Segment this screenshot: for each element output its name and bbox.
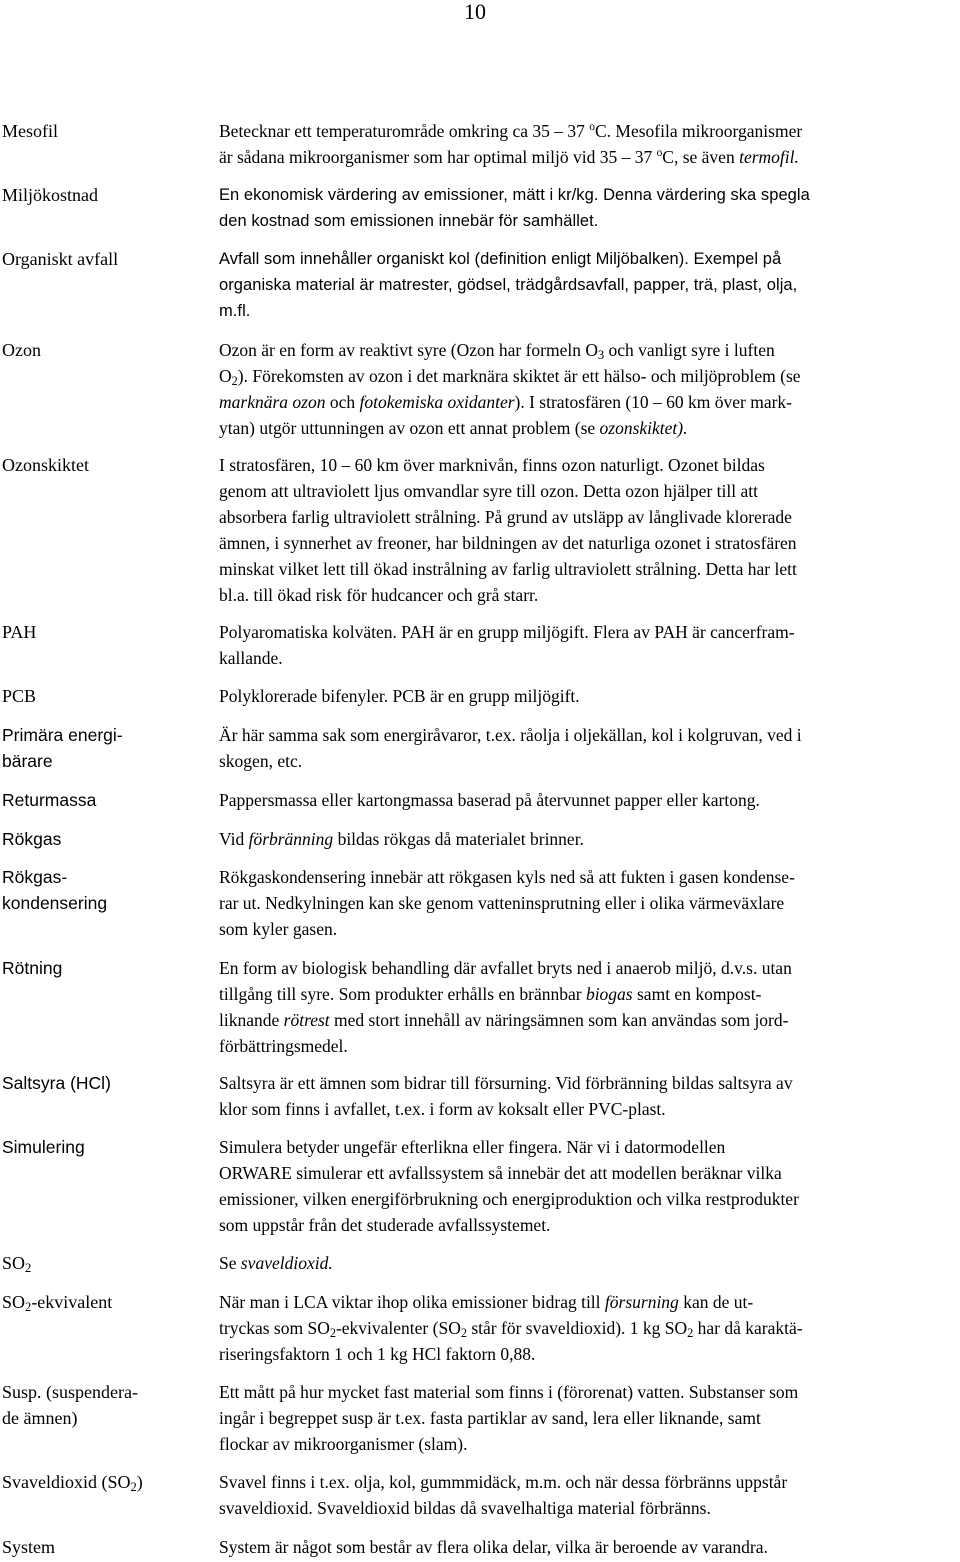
glossary-term: Simulering	[2, 1137, 85, 1157]
glossary-term: Saltsyra (HCl)	[2, 1073, 111, 1093]
glossary-definition	[219, 182, 960, 234]
definition-line: Vid förbränning bildas rökgas då materialet brinner.	[219, 829, 584, 849]
glossary-definition	[219, 1134, 960, 1238]
definition-line: flockar av mikroorganismer (slam).	[219, 1434, 468, 1454]
glossary-definition	[219, 337, 960, 441]
glossary-term: System	[2, 1537, 56, 1557]
page-number: 10	[464, 0, 486, 24]
glossary-definition	[219, 826, 960, 852]
definition-line: m.fl.	[219, 302, 251, 320]
glossary-term-line: bärare	[2, 751, 53, 771]
definition-line: Polyaromatiska kolväten. PAH är en grupp miljögift. Flera av PAH är cancerfram-	[219, 622, 795, 642]
glossary-term: PCB	[2, 686, 37, 706]
glossary-definition	[219, 1070, 960, 1122]
glossary-definition	[219, 683, 960, 709]
definition-line: Pappersmassa eller kartongmassa baserad på återvunnet papper eller kartong.	[219, 790, 760, 810]
glossary-term: Svaveldioxid $(SO_2)$	[2, 1472, 143, 1495]
glossary-definition	[219, 118, 960, 170]
glossary-definition	[219, 1379, 960, 1457]
definition-line: skogen, etc.	[219, 751, 303, 771]
definition-line: En form av biologisk behandling där avfallet bryts ned i anaerob miljö, d.v.s. utan	[219, 958, 792, 978]
definition-line: den kostnad som emissionen innebär för samhället.	[219, 212, 599, 230]
definition-line: $O_2$). Förekomsten av ozon i det marknära skiktet är ett hälso- och miljöproblem (se	[219, 366, 801, 389]
definition-line: Är här samma sak som energiråvaror, t.ex. råolja i oljekällan, kol i kolgruvan, ved i	[219, 725, 802, 745]
definition-line: ingår i begreppet susp är t.ex. fasta partiklar av sand, lera eller liknande, samt	[219, 1408, 761, 1428]
glossary-definition	[219, 864, 960, 942]
glossary-term: Returmassa	[2, 790, 97, 810]
glossary-term: $SO_2$	[2, 1253, 32, 1276]
glossary-term-line: Rökgas-	[2, 867, 68, 887]
glossary-term-line: Primära energi-	[2, 725, 123, 745]
definition-line: marknära ozon och fotokemiska oxidanter). I stratosfären (10 – 60 km över mark-	[219, 392, 793, 412]
glossary-definition	[219, 722, 960, 774]
definition-line: riseringsfaktorn 1 och 1 kg HCl faktorn 0,88.	[219, 1344, 536, 1364]
definition-line: ytan) utgör uttunningen av ozon ett annat problem (se ozonskiktet).	[219, 418, 688, 438]
definition-line: Rökgaskondensering innebär att rökgasen kyls ned så att fukten i gasen kondense-	[219, 867, 795, 887]
glossary-term: Organiskt avfall	[2, 249, 119, 269]
definition-line: Simulera betyder ungefär efterlikna eller fingera. När vi i datormodellen	[219, 1137, 726, 1157]
glossary-term: Mesofil	[2, 121, 58, 141]
glossary-definition	[219, 787, 960, 813]
glossary-term	[2, 1379, 202, 1431]
definition-line: System är något som består av flera olika delar, vilka är beroende av varandra.	[219, 1537, 768, 1557]
glossary-definition	[219, 955, 960, 1059]
glossary-term-line: de ämnen)	[2, 1408, 78, 1428]
glossary-term: Miljökostnad	[2, 185, 99, 205]
definition-line: tillgång till syre. Som produkter erhålls en brännbar biogas samt en kompost-	[219, 984, 762, 1004]
definition-line: emissioner, vilken energiförbrukning och energiproduktion och vilka restprodukter	[219, 1189, 799, 1209]
definition-line: I stratosfären, 10 – 60 km över marknivån, finns ozon naturligt. Ozonet bildas	[219, 455, 765, 475]
glossary-definition	[219, 452, 960, 608]
definition-line: ämnen, i synnerhet av freoner, har bildningen av det naturliga ozonet i stratosfären	[219, 533, 797, 553]
definition-line: Svavel finns i t.ex. olja, kol, gummmidäck, m.m. och när dessa förbränns uppstår	[219, 1472, 788, 1492]
glossary-term: Rötning	[2, 958, 63, 978]
glossary-term: Ozon	[2, 340, 41, 360]
glossary-definition	[219, 246, 960, 324]
glossary-definition	[219, 1469, 960, 1521]
definition-line: är sådana mikroorganismer som har optimal miljö vid 35 – 37 $^o$C, se även termofil.	[219, 147, 799, 167]
definition-line: Saltsyra är ett ämnen som bidrar till försurning. Vid förbränning bildas saltsyra av	[219, 1073, 793, 1093]
definition-line: rar ut. Nedkylningen kan ske genom vatteninsprutning eller i olika värmeväxlare	[219, 893, 785, 913]
glossary-definition	[219, 1289, 960, 1367]
glossary-term: PAH	[2, 622, 37, 642]
definition-line: genom att ultraviolett ljus omvandlar syre till ozon. Detta ozon hjälper till att	[219, 481, 758, 501]
definition-line: Polyklorerade bifenyler. PCB är en grupp miljögift.	[219, 686, 580, 706]
definition-line: Ozon är en form av reaktivt syre (Ozon har formeln $O_3$ och vanligt syre i luften	[219, 340, 775, 363]
glossary-term: $SO_2$-ekvivalent	[2, 1292, 113, 1315]
glossary-definition	[219, 1534, 960, 1560]
definition-line: förbättringsmedel.	[219, 1036, 348, 1056]
definition-line: Avfall som innehåller organiskt kol (definition enligt Miljöbalken). Exempel på	[219, 250, 782, 268]
definition-line: klor som finns i avfallet, t.ex. i form av koksalt eller PVC-plast.	[219, 1099, 666, 1119]
definition-line: absorbera farlig ultraviolett strålning. På grund av utsläpp av långlivade klorerade	[219, 507, 792, 527]
definition-line: svaveldioxid. Svaveldioxid bildas då svavelhaltiga material förbränns.	[219, 1498, 711, 1518]
definition-line: minskat vilket lett till ökad instrålning av farlig ultraviolett strålning. Detta har lett	[219, 559, 797, 579]
definition-line: kallande.	[219, 648, 283, 668]
definition-line: organiska material är matrester, gödsel, trädgårdsavfall, papper, trä, plast, olja,	[219, 276, 798, 294]
glossary-term-line: Susp. (suspendera-	[2, 1382, 138, 1402]
glossary-term	[2, 722, 202, 774]
definition-line: bl.a. till ökad risk för hudcancer och grå starr.	[219, 585, 539, 605]
definition-line: Se svaveldioxid.	[219, 1253, 333, 1273]
glossary-term: Ozonskiktet	[2, 455, 89, 475]
definition-line: som uppstår från det studerade avfallssystemet.	[219, 1215, 551, 1235]
glossary-definition	[219, 619, 960, 671]
glossary-term	[2, 864, 202, 916]
definition-line: liknande rötrest med stort innehåll av näringsämnen som kan användas som jord-	[219, 1010, 789, 1030]
glossary-term-line: kondensering	[2, 893, 108, 913]
definition-line: Betecknar ett temperaturområde omkring ca 35 – 37 $^o$C. Mesofila mikroorganismer	[219, 121, 803, 141]
definition-line: som kyler gasen.	[219, 919, 338, 939]
glossary-definition	[219, 1250, 960, 1276]
definition-line: En ekonomisk värdering av emissioner, mätt i kr/kg. Denna värdering ska spegla	[219, 186, 810, 204]
definition-line: ORWARE simulerar ett avfallssystem så innebär det att modellen beräknar vilka	[219, 1163, 782, 1183]
definition-line: Ett mått på hur mycket fast material som finns i (förorenat) vatten. Substanser som	[219, 1382, 799, 1402]
glossary-term: Rökgas	[2, 829, 62, 849]
definition-line: När man i LCA viktar ihop olika emissioner bidrag till försurning kan de ut-	[219, 1292, 754, 1312]
definition-line: tryckas som $SO_2$-ekvivalenter ($SO_2$ står för svaveldioxid). 1 kg $SO_2$ har då karaktä-	[219, 1318, 803, 1341]
